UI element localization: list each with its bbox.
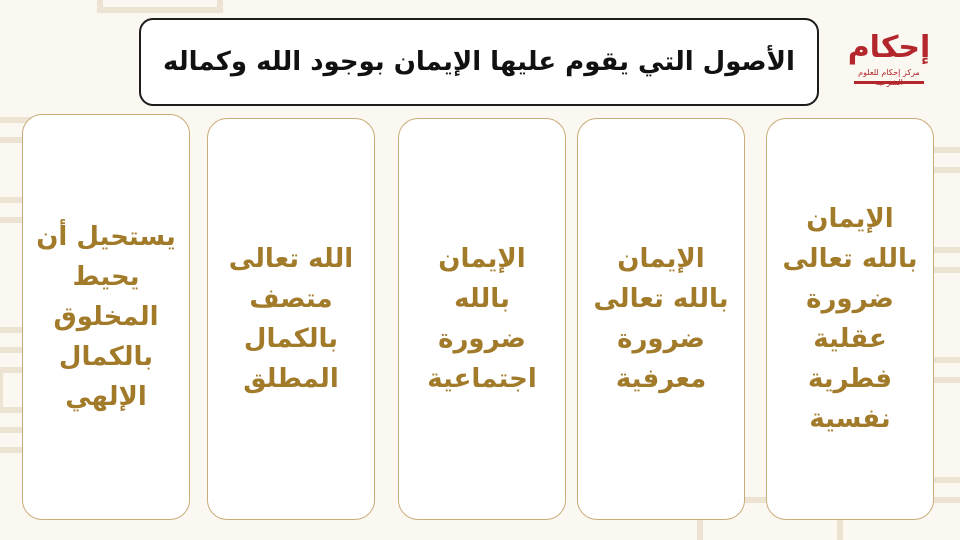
principle-card-1: [766, 118, 934, 520]
logo-subtitle: مركز إحكام للعلوم: [858, 68, 920, 77]
principle-card-5: [22, 114, 190, 520]
logo-wordmark: إحكام: [847, 30, 931, 65]
principle-card-4: [207, 118, 375, 520]
principle-card-text: الإيمان بالله ضرورة اجتماعية: [427, 244, 537, 394]
principle-card-text: الإيمان بالله تعالى ضرورة معرفية: [593, 244, 729, 394]
logo: [846, 28, 932, 94]
principle-card-text: الإيمان بالله تعالى ضرورة عقلية فطرية نفسية: [782, 204, 918, 434]
title-box: [139, 18, 819, 106]
page-title: الأصول التي يقوم عليها الإيمان بوجود الله وكماله: [163, 47, 795, 77]
logo-underline: [854, 81, 924, 84]
principle-card-3: [398, 118, 566, 520]
principle-card-2: [577, 118, 745, 520]
principle-card-text: الله تعالى متصف بالكمال المطلق: [228, 244, 354, 394]
principle-card-text: يستحيل أن يحيط المخلوق بالكمال الإلهي: [36, 222, 176, 412]
